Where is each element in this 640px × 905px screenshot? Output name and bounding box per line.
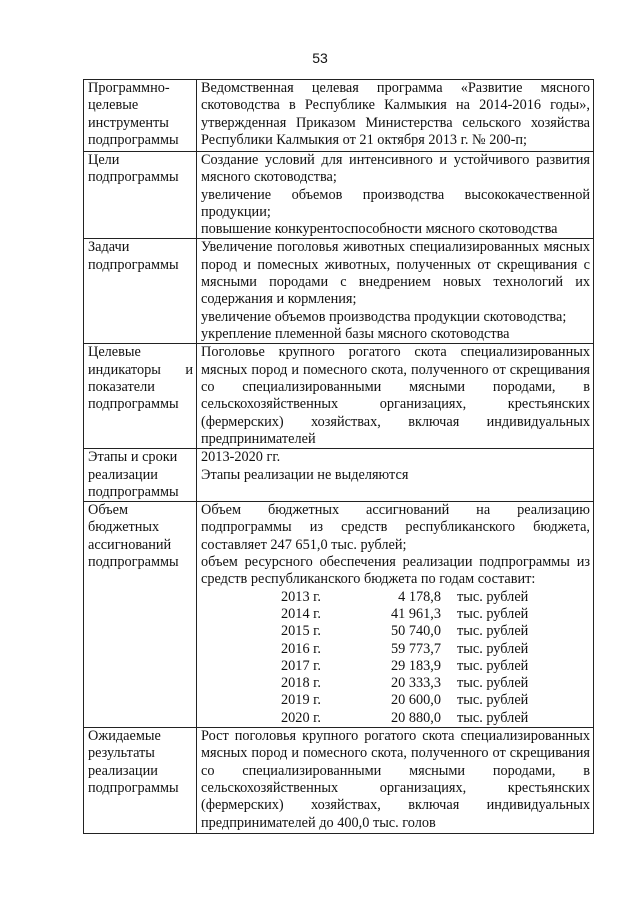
schedule-row: 2018 г. 20 333,3 тыс. рублей [281, 675, 529, 692]
row-target-indicators [84, 344, 594, 449]
schedule-row: 2016 г. 59 773,7 тыс. рублей [281, 640, 529, 657]
page-number: 53 [312, 50, 328, 66]
row-content: Рост поголовья крупного рогатого скота специализированных мясных пород и помесного скота, полученного от скрещивания со специализированными мясными породами, в сельскохозяйственных организациях, крестьянских (фермерских) хозяйствах, включая индивидуальных предпринимателей до 400,0 тыс. голов [197, 728, 594, 834]
schedule-row: 2015 г. 50 740,0 тыс. рублей [281, 623, 529, 640]
row-label: Ожидаемые результаты реализации подпрограммы [84, 728, 197, 834]
schedule-row: 2017 г. 29 183,9 тыс. рублей [281, 657, 529, 674]
row-content: Увеличение поголовья животных специализированных мясных пород и помесных животных, полученных от скрещивания с мясными породами с внедрением новых технологий их содержания и кормления; увеличение объемов производства продукции скотоводства; укрепление племенной базы мясного скотоводства [197, 239, 594, 344]
row-content: Поголовье крупного рогатого скота специализированных мясных пород и помесного скота, полученного от скрещивания со специализированными мясными породами, в сельскохозяйственных организациях, крестьянских (фермерских) хозяйствах, включая индивидуальных предпринимателей [197, 344, 594, 449]
row-expected-results [84, 728, 594, 834]
row-program-instruments [84, 80, 594, 152]
row-content: Создание условий для интенсивного и устойчивого развития мясного скотоводства; увеличение объемов производства высококачественной продукции; повышение конкурентоспособности мясного скотоводства [197, 152, 594, 239]
row-stages [84, 449, 594, 502]
row-content: 2013-2020 гг. Этапы реализации не выделяются [197, 449, 594, 502]
schedule-row: 2019 г. 20 600,0 тыс. рублей [281, 692, 529, 709]
row-budget [84, 502, 594, 728]
row-label: Объем бюджетных ассигнований подпрограммы [84, 502, 197, 728]
row-label: Целевые индикаторы и показатели подпрограммы [84, 344, 197, 449]
schedule-row: 2020 г. 20 880,0 тыс. рублей [281, 709, 529, 726]
row-label: Цели подпрограммы [84, 152, 197, 239]
schedule-row: 2013 г. 4 178,8 тыс. рублей [281, 588, 529, 605]
row-tasks [84, 239, 594, 344]
budget-schedule [281, 589, 528, 727]
row-label: Программно- целевые инструменты подпрограммы [84, 80, 197, 152]
row-label: Этапы и сроки реализации подпрограммы [84, 449, 197, 502]
row-content: Ведомственная целевая программа «Развитие мясного скотоводства в Республике Калмыкия на 2014-2016 годы», утвержденная Приказом Министерства сельского хозяйства Республики Калмыкия от 21 октября 2013 г. № 200-п; [197, 80, 594, 152]
schedule-row: 2014 г. 41 961,3 тыс. рублей [281, 605, 529, 622]
row-label: Задачи подпрограммы [84, 239, 197, 344]
subprogram-passport-table [83, 79, 594, 834]
row-content: Объем бюджетных ассигнований на реализацию подпрограммы из средств республиканского бюджета, составляет 247 651,0 тыс. рублей; объем ресурсного обеспечения реализации подпрограммы из средств республиканского бюджета по годам составит: 2013 г. 4 178,8 тыс. рублей 2014 г. 41 961,3 тыс. рублей 2015 г. 50 740,0 тыс. рублей 2016 г. 59 773,7 тыс. рублей 2017 г. 29 183,9 тыс. рублей 2018 г. 20 333,3 тыс. рублей 2019 г. 20 600,0 тыс. рублей 2020 г. 20 880,0 тыс. рублей [197, 502, 594, 728]
row-goals [84, 152, 594, 239]
